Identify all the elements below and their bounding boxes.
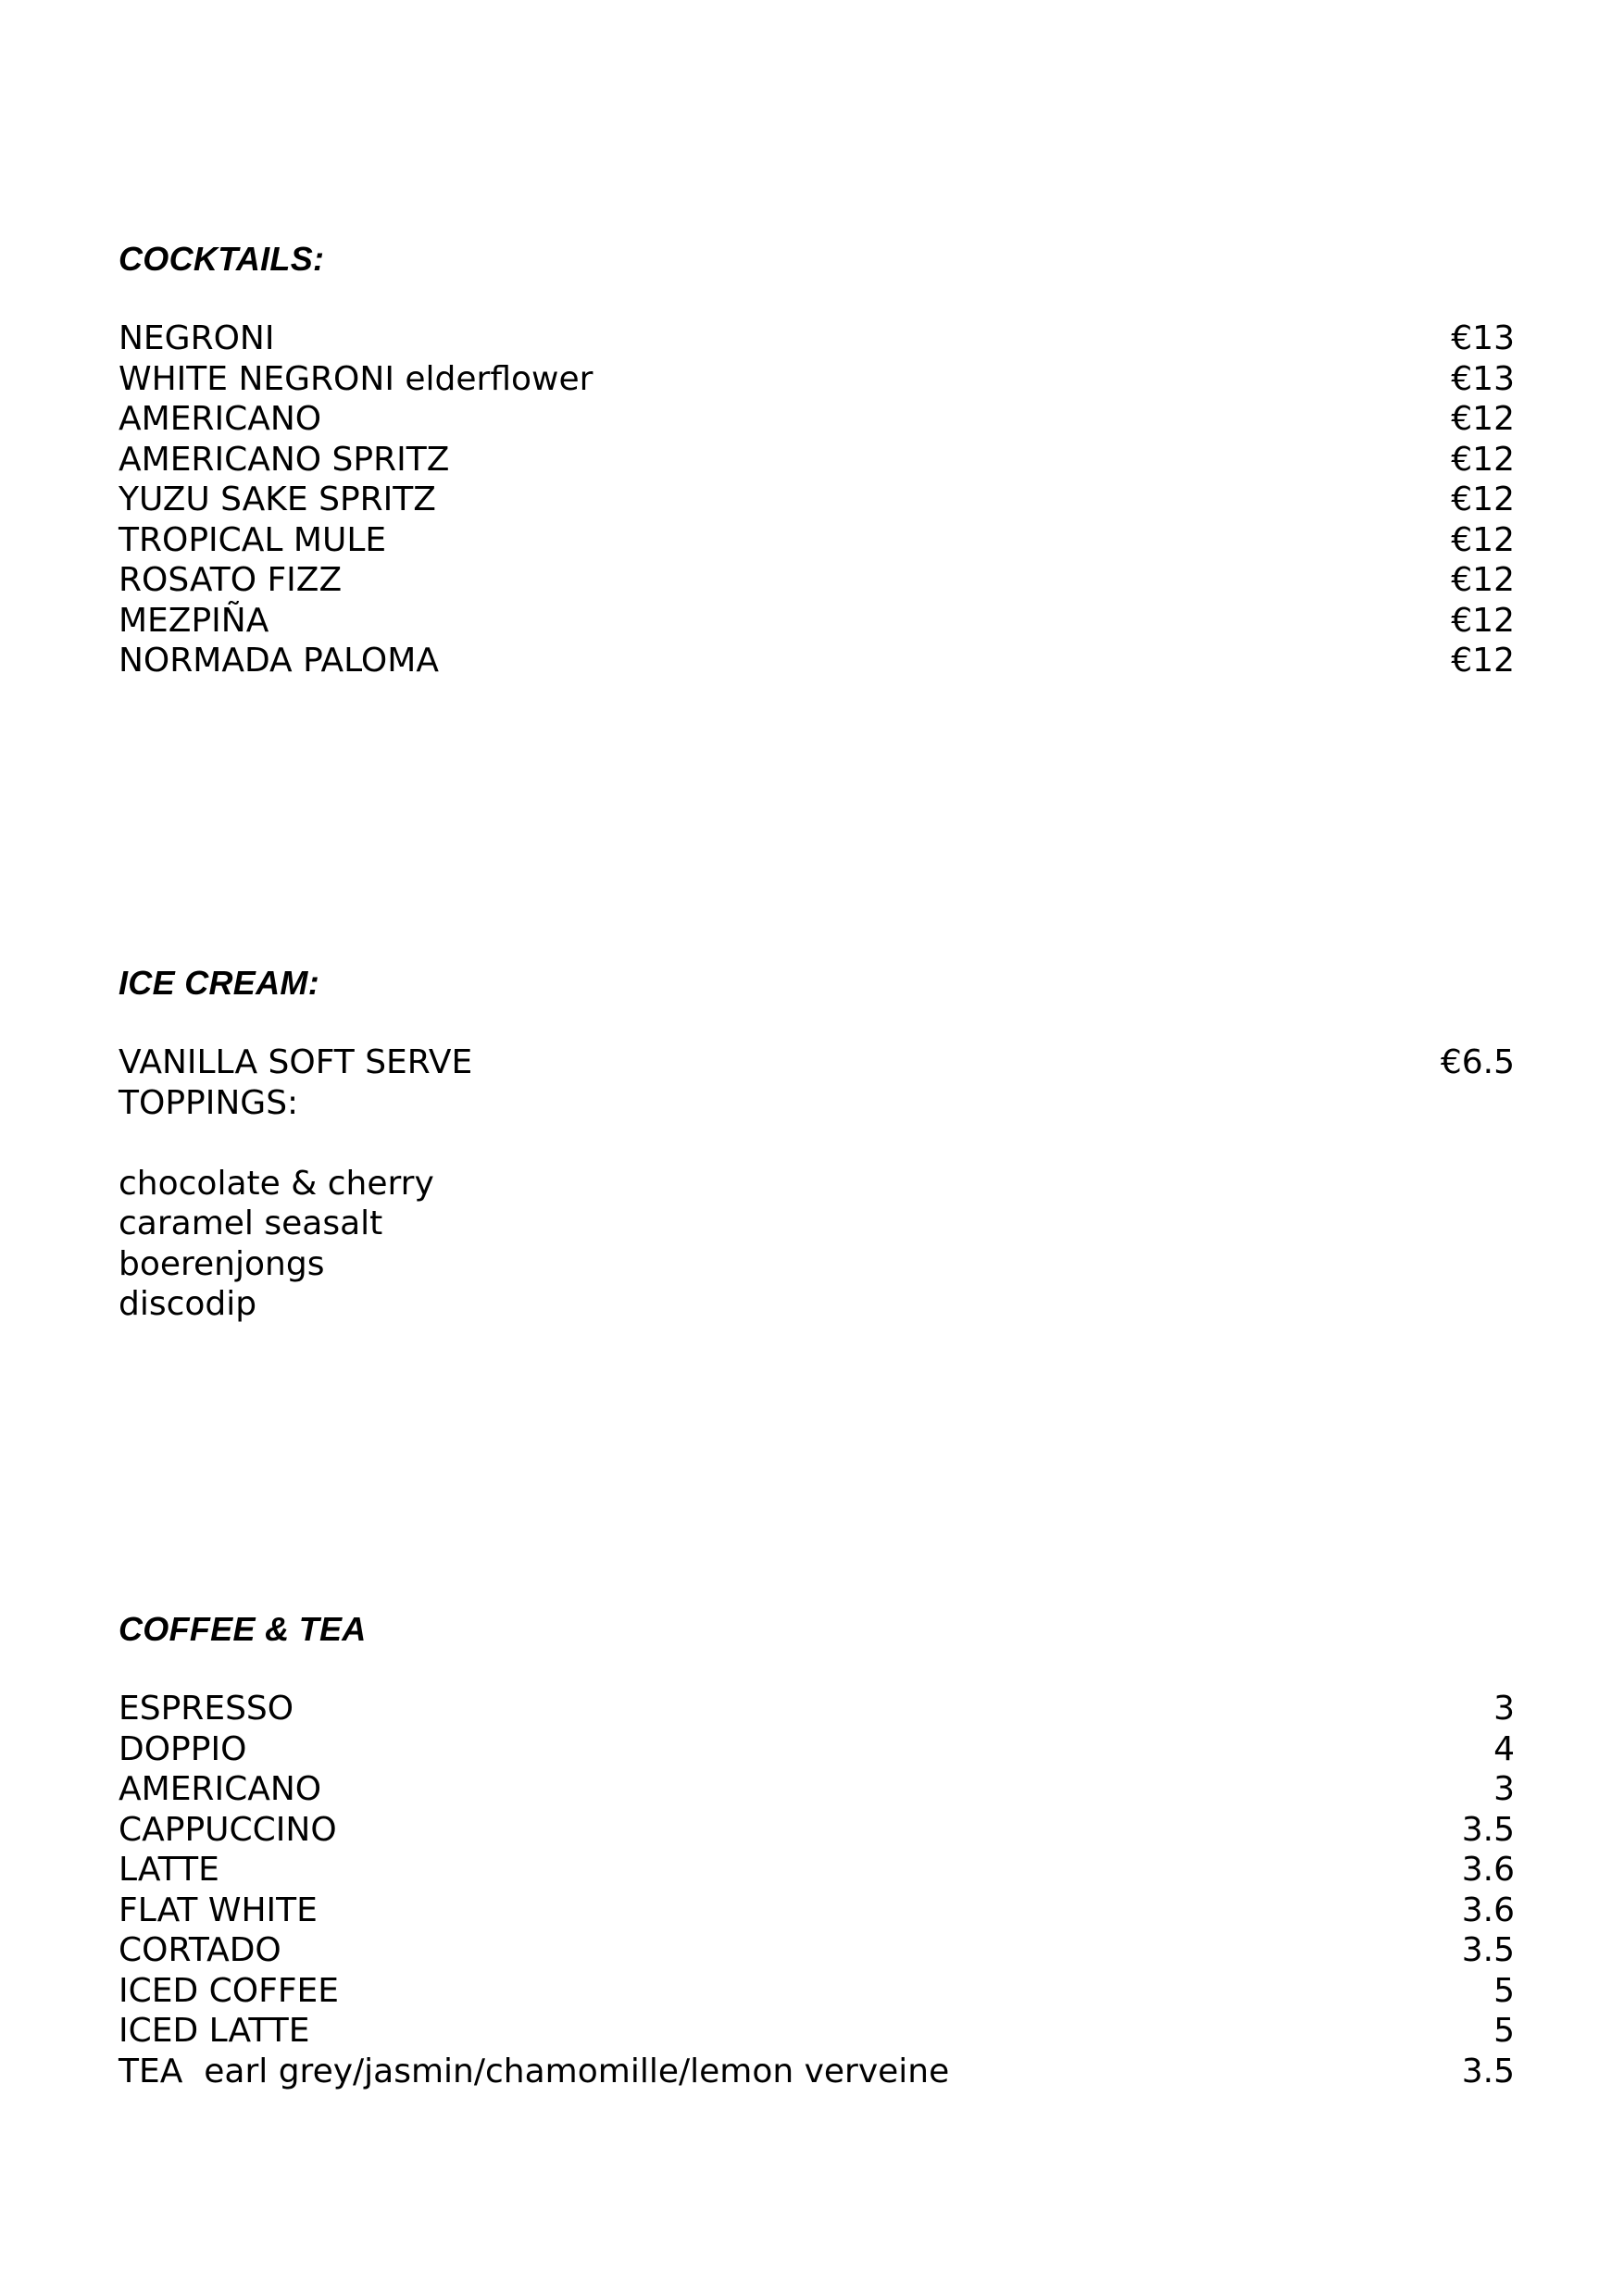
item-price: €12: [1451, 480, 1515, 518]
topping-item: boerenjongs: [119, 1244, 325, 1283]
item-name: ESPRESSO: [119, 1690, 294, 1728]
menu-item: [119, 1890, 1515, 1931]
menu-item: [119, 480, 1515, 520]
item-name: AMERICANO SPRITZ: [119, 440, 450, 479]
menu-item: [119, 399, 1515, 440]
item-price: 3.6: [1461, 1851, 1515, 1889]
toppings-label: TOPPINGS:: [119, 1083, 299, 1122]
item-price: 3: [1493, 1770, 1515, 1808]
item-name: VANILLA SOFT SERVE: [119, 1043, 473, 1081]
item-price: €13: [1451, 319, 1515, 357]
item-name: LATTE: [119, 1851, 219, 1889]
ice-cream-list: [119, 1042, 1515, 1325]
ice-cream-heading: ICE CREAM:: [119, 964, 319, 1002]
item-price: €13: [1451, 359, 1515, 398]
item-name: YUZU SAKE SPRITZ: [119, 480, 436, 518]
spacer: [119, 1123, 1515, 1164]
item-name: NORMADA PALOMA: [119, 642, 439, 680]
item-name: ICED LATTE: [119, 2012, 310, 2050]
item-price: €12: [1451, 642, 1515, 680]
topping-item: discodip: [119, 1285, 257, 1323]
cocktails-heading: COCKTAILS:: [119, 240, 325, 278]
item-price: 5: [1493, 2012, 1515, 2050]
topping-item: chocolate & cherry: [119, 1164, 434, 1203]
item-price: 5: [1493, 1971, 1515, 2010]
item-name: DOPPIO: [119, 1729, 247, 1768]
cocktails-list: [119, 318, 1515, 681]
item-price: €12: [1451, 440, 1515, 479]
coffee-tea-list: [119, 1689, 1515, 2091]
item-name: AMERICANO: [119, 1770, 322, 1808]
item-name: CAPPUCCINO: [119, 1810, 337, 1849]
menu-item: [119, 1810, 1515, 1851]
item-name: WHITE NEGRONI elderflower: [119, 359, 593, 398]
menu-item: [119, 440, 1515, 480]
menu-item: [119, 520, 1515, 561]
item-name: FLAT WHITE: [119, 1890, 318, 1929]
item-name: ICED COFFEE: [119, 1971, 340, 2010]
item-name: CORTADO: [119, 1931, 281, 1969]
item-price: 3.6: [1461, 1890, 1515, 1929]
topping-item: caramel seasalt: [119, 1204, 383, 1242]
item-price: 3.5: [1461, 1810, 1515, 1849]
menu-item: [119, 1930, 1515, 1971]
item-price: €12: [1451, 561, 1515, 599]
item-price: 4: [1493, 1729, 1515, 1768]
menu-item: [119, 2052, 1515, 2092]
menu-item: [119, 1971, 1515, 2012]
menu-item: [119, 1850, 1515, 1890]
menu-item: [119, 1042, 1515, 1083]
item-price: 3.5: [1461, 2052, 1515, 2090]
menu-item: [119, 318, 1515, 359]
cocktails-section: [119, 239, 1515, 681]
menu-item: [119, 1689, 1515, 1729]
item-name: NEGRONI: [119, 319, 275, 357]
ice-cream-section: [119, 963, 1515, 1325]
item-name: TEA earl grey/jasmin/chamomille/lemon verveine: [119, 2052, 950, 2090]
coffee-tea-heading: COFFEE & TEA: [119, 1610, 367, 1648]
menu-item: [119, 560, 1515, 601]
item-price: 3: [1493, 1690, 1515, 1728]
item-name: AMERICANO: [119, 400, 322, 438]
item-name: ROSATO FIZZ: [119, 561, 343, 599]
item-price: €12: [1451, 601, 1515, 640]
menu-item: [119, 641, 1515, 681]
item-name: MEZPIÑA: [119, 601, 269, 640]
menu-item: [119, 1729, 1515, 1770]
menu-item: [119, 601, 1515, 642]
menu-item: [119, 1769, 1515, 1810]
item-name: TROPICAL MULE: [119, 520, 387, 559]
menu-item: [119, 2011, 1515, 2052]
coffee-tea-section: [119, 1609, 1515, 2091]
item-price: €6.5: [1440, 1043, 1515, 1081]
menu-item: [119, 359, 1515, 400]
item-price: €12: [1451, 400, 1515, 438]
item-price: 3.5: [1461, 1931, 1515, 1969]
item-price: €12: [1451, 520, 1515, 559]
